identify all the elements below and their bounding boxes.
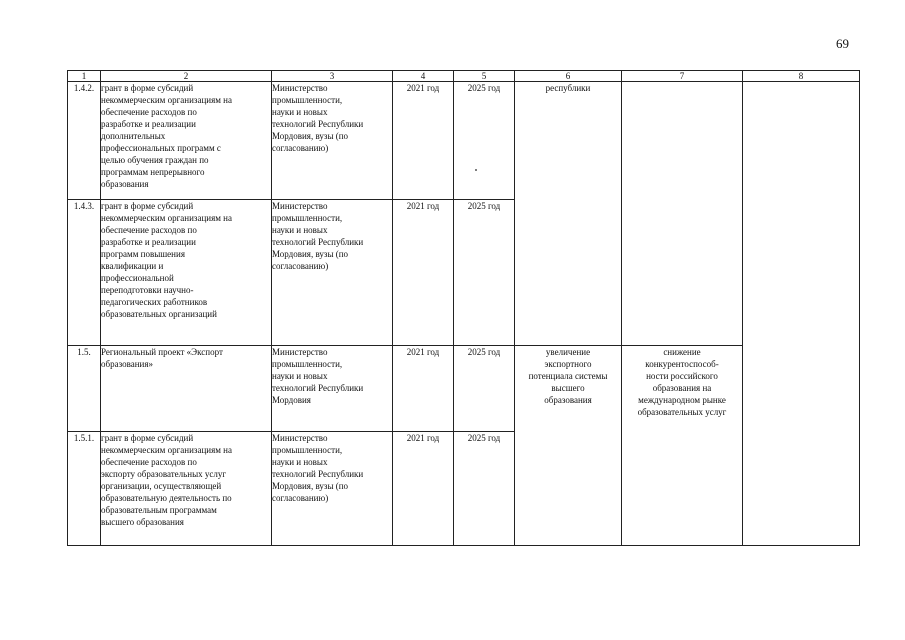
scan-speck	[475, 169, 477, 171]
item-description: Региональный проект «Экспорт образования»	[101, 347, 223, 369]
item-number: 1.5.	[77, 347, 91, 357]
item-end-year: 2025 год	[467, 347, 501, 357]
column-number: 5	[454, 71, 515, 82]
item-end-year: 2025 год	[467, 201, 501, 211]
column-number-row	[68, 71, 860, 82]
item-description: грант в форме субсидий некоммерческим организациям на обеспечение расходов по разработке и реализации дополнительных профессиональных программ с целью обучения граждан по программам непрерывного образования	[101, 83, 232, 189]
table-row	[68, 346, 860, 432]
item-end-year: 2025 год	[467, 83, 501, 93]
item-result-text: увеличение экспортного потенциала системы высшего образования	[528, 347, 608, 405]
item-executor: Министерство промышленности, науки и новых технологий Республики Мордовия, вузы (по согласованию)	[272, 83, 364, 153]
item-number: 1.5.1.	[73, 433, 95, 443]
item-number: 1.4.2.	[73, 83, 95, 93]
column-number: 4	[393, 71, 454, 82]
item-executor: Министерство промышленности, науки и новых технологий Республики Мордовия	[272, 347, 364, 405]
column-number: 8	[743, 71, 860, 82]
item-executor: Министерство промышленности, науки и новых технологий Республики Мордовия, вузы (по согласованию)	[272, 433, 364, 503]
item-effect-text: снижение конкурентоспособ- ности российского образования на международном рынке образовательных услуг	[637, 347, 727, 417]
item-end-year: 2025 год	[467, 433, 501, 443]
item-start-year: 2021 год	[406, 201, 440, 211]
empty-cell	[622, 82, 743, 346]
item-number: 1.4.3.	[73, 201, 95, 211]
measures-table	[67, 70, 860, 546]
item-start-year: 2021 год	[406, 433, 440, 443]
item-start-year: 2021 год	[406, 347, 440, 357]
column-number: 6	[515, 71, 622, 82]
table-row	[68, 82, 860, 200]
column-number: 1	[68, 71, 101, 82]
page-number: 69	[836, 36, 849, 51]
item-start-year: 2021 год	[406, 83, 440, 93]
item-description: грант в форме субсидий некоммерческим организациям на обеспечение расходов по разработке и реализации программ повышения квалификации и профессиональной переподготовки научно- педагогических работников образовательных организаций	[101, 201, 232, 319]
column-number: 7	[622, 71, 743, 82]
item-description: грант в форме субсидий некоммерческим организациям на обеспечение расходов по экспорту образовательных услуг организации, осуществляющей образовательную деятельность по образовательным программам высшего образования	[101, 433, 232, 527]
column-number: 3	[272, 71, 393, 82]
empty-cell	[743, 82, 860, 546]
item-executor: Министерство промышленности, науки и новых технологий Республики Мордовия, вузы (по согласованию)	[272, 201, 364, 271]
item-result-text: республики	[545, 83, 591, 93]
column-number: 2	[101, 71, 272, 82]
